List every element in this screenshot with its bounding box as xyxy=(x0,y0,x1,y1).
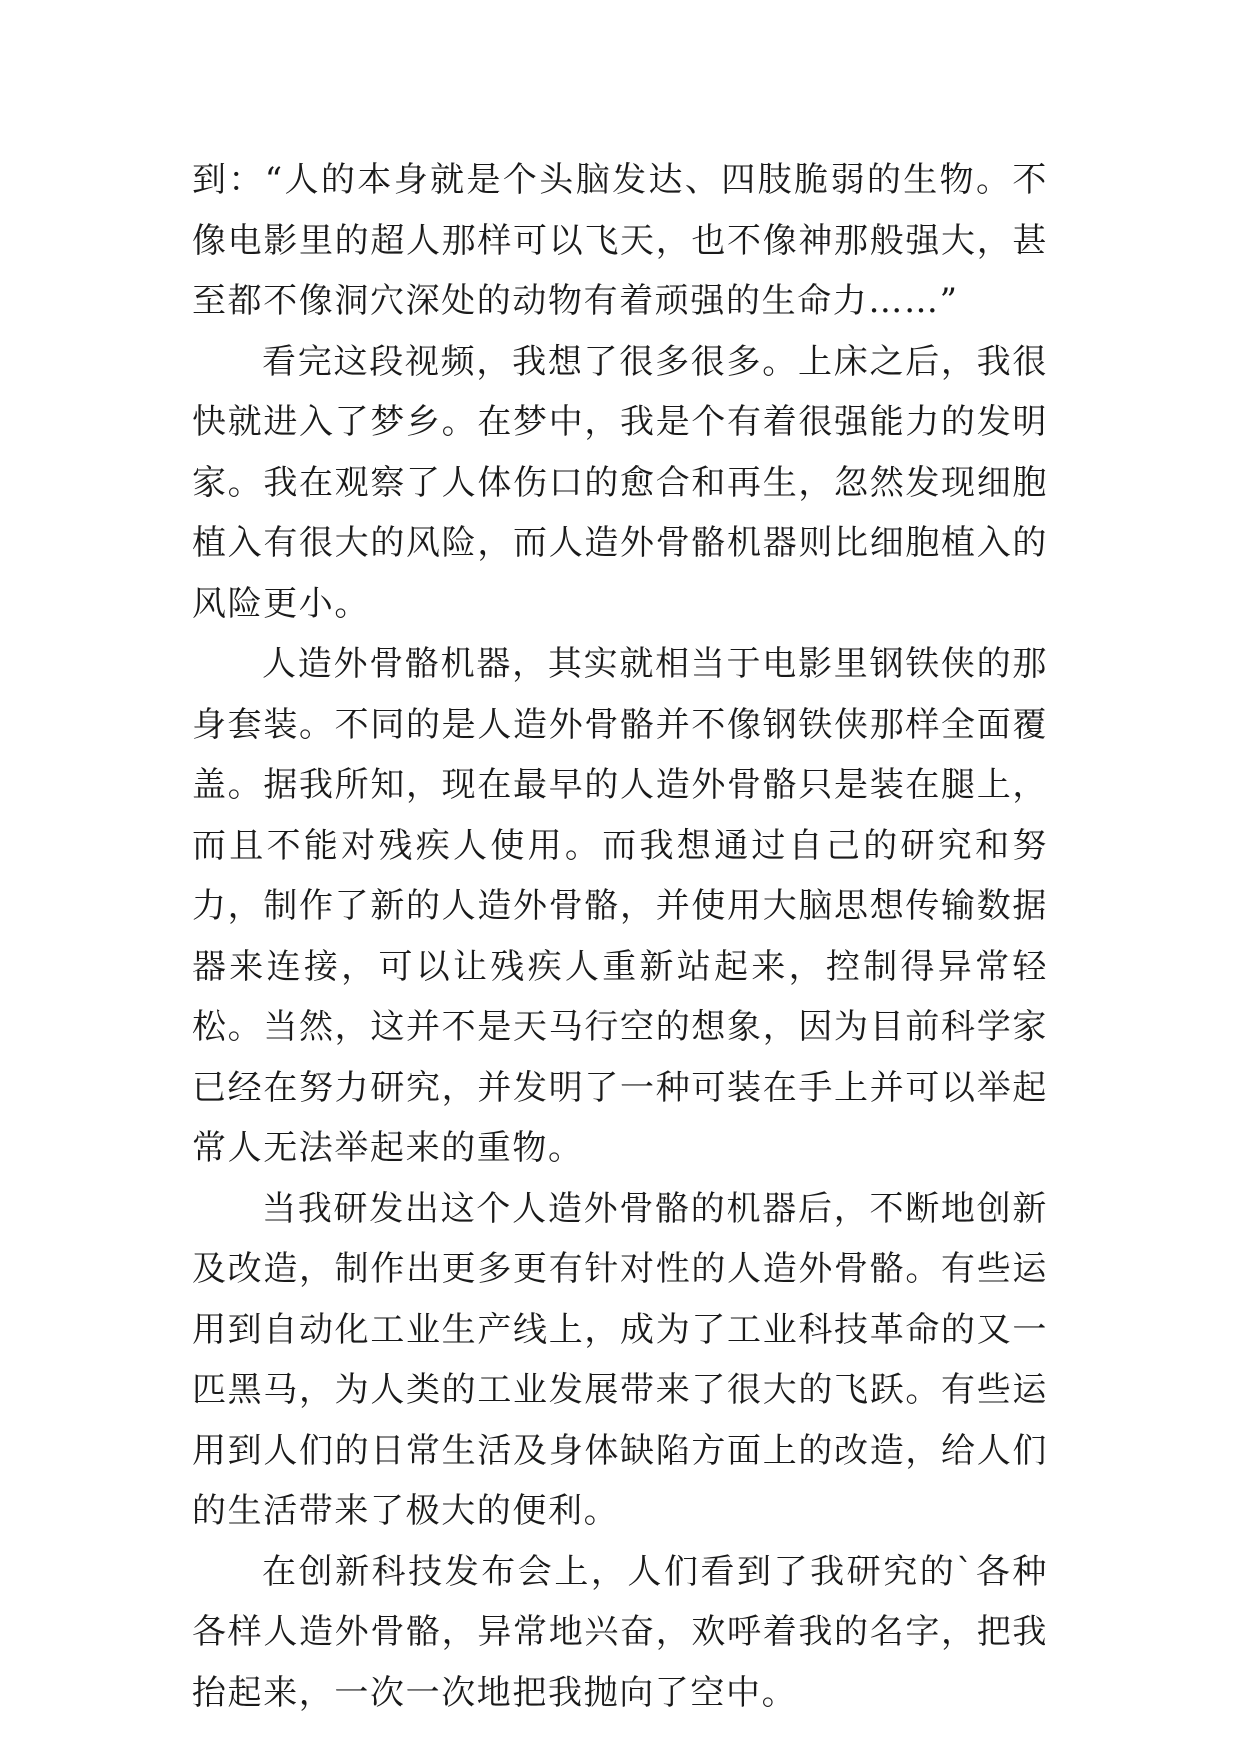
paragraph-5: 在创新科技发布会上，人们看到了我研究的`各种各样人造外骨骼，异常地兴奋，欢呼着我的名字，把我抬起来，一次一次地把我抛向了空中。 xyxy=(192,1551,1048,1713)
document-body xyxy=(192,150,1048,1723)
paragraph-4: 当我研发出这个人造外骨骼的机器后，不断地创新及改造，制作出更多更有针对性的人造外骨骼。有些运用到自动化工业生产线上，成为了工业科技革命的又一匹黑马，为人类的工业发展带来了很大的飞跃。有些运用到人们的日常生活及身体缺陷方面上的改造，给人们的生活带来了极大的便利。 xyxy=(192,1188,1048,1531)
paragraph-3: 人造外骨骼机器，其实就相当于电影里钢铁侠的那身套装。不同的是人造外骨骼并不像钢铁侠那样全面覆盖。据我所知，现在最早的人造外骨骼只是装在腿上，而且不能对残疾人使用。而我想通过自己的研究和努力，制作了新的人造外骨骼，并使用大脑思想传输数据器来连接，可以让残疾人重新站起来，控制得异常轻松。当然，这并不是天马行空的想象，因为目前科学家已经在努力研究，并发明了一种可装在手上并可以举起常人无法举起来的重物。 xyxy=(192,644,1048,1168)
paragraph-1: 到：“人的本身就是个头脑发达、四肢脆弱的生物。不像电影里的超人那样可以飞天，也不像神那般强大，甚至都不像洞穴深处的动物有着顽强的生命力……” xyxy=(192,160,1048,321)
paragraph-2: 看完这段视频，我想了很多很多。上床之后，我很快就进入了梦乡。在梦中，我是个有着很强能力的发明家。我在观察了人体伤口的愈合和再生，忽然发现细胞植入有很大的风险，而人造外骨骼机器则比细胞植入的风险更小。 xyxy=(192,341,1048,624)
